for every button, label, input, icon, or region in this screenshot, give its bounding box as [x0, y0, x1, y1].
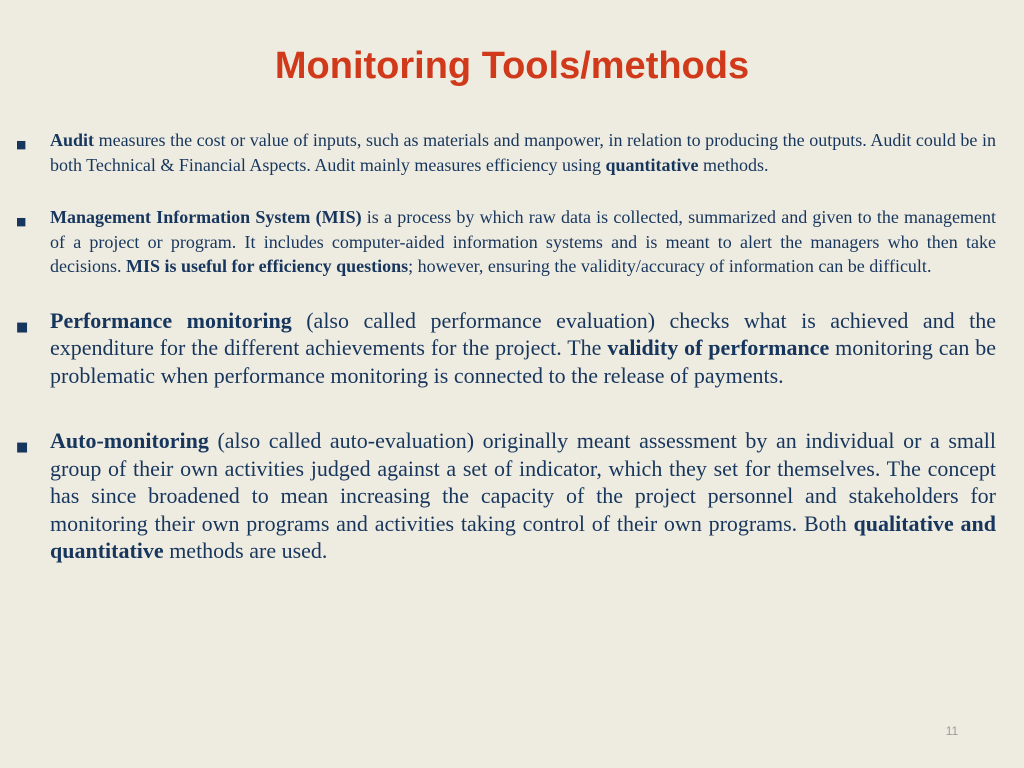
list-item-auto-monitoring — [16, 427, 996, 565]
emphasis: MIS is useful for efficiency questions — [126, 256, 409, 276]
term-performance-monitoring: Performance monitoring — [50, 307, 292, 333]
slide-title: Monitoring Tools/methods — [274, 45, 750, 87]
emphasis: validity of performance — [607, 335, 830, 360]
list-item-mis — [16, 205, 996, 279]
description: (also called performance evaluation) checks what is achieved and the expenditure for the different achievements for the project. The — [50, 307, 997, 360]
description-end: methods are used. — [163, 538, 328, 563]
square-bullet-icon: ■ — [16, 138, 27, 151]
description: (also called auto-evaluation) originally meant assessment by an individual or a small group of their own activities judged against a set of indicator, which they set for themselves. The concept has since broadened to mean increasing the capacity of the project personnel and stakeholders for monitoring their own programs and activities taking control of their own programs. Both — [50, 428, 996, 536]
list-item-text — [50, 427, 996, 565]
list-item-text — [50, 307, 996, 390]
list-item-text — [50, 128, 996, 177]
description: measures the cost or value of inputs, such as materials and manpower, in relation to producing the outputs. Audit could be in both Technical & Financial Aspects. Audit mainly measures efficiency using — [50, 130, 996, 175]
emphasis: qualitative and quantitative — [50, 510, 996, 563]
term-audit: Audit — [50, 130, 95, 150]
square-bullet-icon: ■ — [16, 215, 27, 228]
list-item-audit — [16, 128, 996, 177]
bullet-list — [16, 128, 996, 565]
term-mis: Management Information System (MIS) — [50, 207, 362, 227]
description-end: monitoring can be problematic when performance monitoring is connected to the release of payments. — [50, 335, 996, 388]
term-auto-monitoring: Auto-monitoring — [50, 428, 209, 453]
square-bullet-icon: ■ — [16, 319, 29, 335]
description: is a process by which raw data is collected, summarized and given to the management of a project or program. It includes computer-aided information systems and is meant to alert the managers who then take decisions. — [50, 207, 997, 276]
description-end: ; however, ensuring the validity/accuracy of information can be difficult. — [408, 256, 932, 276]
list-item-text — [50, 205, 996, 279]
square-bullet-icon: ■ — [16, 440, 29, 455]
description-end: methods. — [698, 154, 769, 175]
emphasis: quantitative — [605, 154, 699, 175]
list-item-performance-monitoring — [16, 307, 996, 390]
page-number: 11 — [945, 724, 959, 738]
